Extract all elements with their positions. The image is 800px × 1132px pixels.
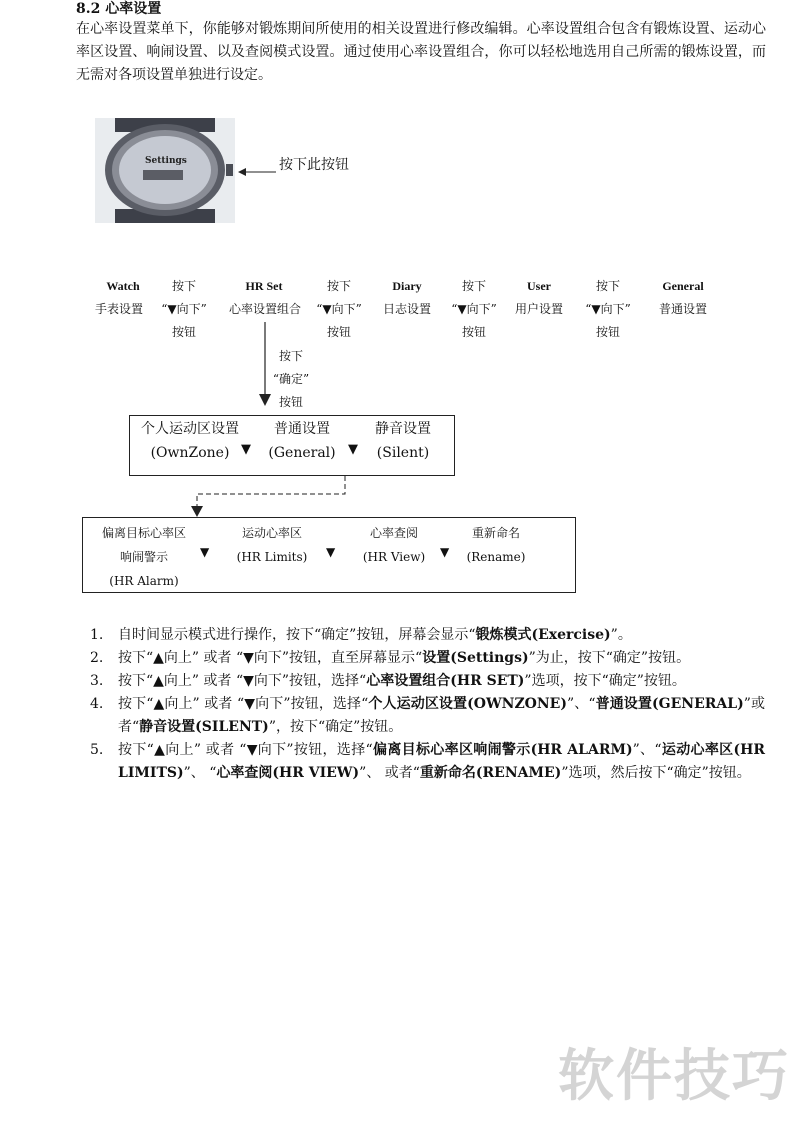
box2-hr-alarm: 偏离目标心率区 响闹警示 (HR Alarm) xyxy=(101,526,186,588)
box2-hr-view: 心率查阅 (HR View) xyxy=(362,526,426,564)
box2-arrow-3: ▼ xyxy=(440,545,450,559)
connector-3: 按下 “▼向下” 按钮 xyxy=(451,279,497,339)
box2-rename: 重新命名 (Rename) xyxy=(466,526,526,564)
step-text: 按下“▲向上” 或者 “▼向下”按钮，选择“偏离目标心率区响闹警示(HR ALARM)”、“运动心率区(HR LIMITS)”、 “心率查阅(HR VIEW)”、 或者“重新命名(RENAME)”选项，然后按下“确定”按钮。 xyxy=(118,742,765,781)
step-text: 按下“▲向上” 或者 “▼向下”按钮，选择“个人运动区设置(OWNZONE)”、“普通设置(GENERAL)”或者“静音设置(SILENT)”，按下“确定”按钮。 xyxy=(118,696,765,735)
box2-arrow-2: ▼ xyxy=(326,545,336,559)
menu-watch-zh: 手表设置 xyxy=(94,302,143,316)
menu-general-en: General xyxy=(662,279,704,293)
box1-arrow-2: ▼ xyxy=(348,442,358,457)
step-item xyxy=(90,670,765,693)
menu-diary-en: Diary xyxy=(392,279,422,293)
section-title: 8.2 心率设置 xyxy=(76,1,162,17)
step-item xyxy=(90,693,765,739)
menu-watch-en: Watch xyxy=(106,279,140,293)
step-item xyxy=(90,624,765,647)
box1-silent: 静音设置 (Silent) xyxy=(375,421,431,461)
step-number: 4. xyxy=(90,696,104,712)
watch-photo xyxy=(95,118,235,223)
box2-hr-limits: 运动心率区 (HR Limits) xyxy=(236,526,308,564)
step-text: 按下“▲向上” 或者 “▼向下”按钮，选择“心率设置组合(HR SET)”选项，按下“确定”按钮。 xyxy=(118,673,686,689)
intro-paragraph: 在心率设置菜单下，你能够对锻炼期间所使用的相关设置进行修改编辑。心率设置组合包含有锻炼设置、运动心率区设置、响闹设置、以及查阅模式设置。通过使用心率设置组合，你可以轻松地选用自己所需的锻炼设置，而无需对各项设置单独进行设定。 xyxy=(76,21,766,83)
watch-display-text: Settings xyxy=(145,156,187,166)
step-number: 3. xyxy=(90,673,104,689)
steps-list xyxy=(90,624,765,785)
step-number: 1. xyxy=(90,627,104,643)
box1-general: 普通设置 (General) xyxy=(268,421,336,461)
ok-connector: 按下 “确定” 按钮 xyxy=(272,349,310,409)
step-number: 5. xyxy=(90,742,104,758)
step-item xyxy=(90,739,765,785)
connector-1: 按下 “▼向下” 按钮 xyxy=(161,279,207,339)
connector-2: 按下 “▼向下” 按钮 xyxy=(316,279,362,339)
pointer-arrow xyxy=(238,166,276,178)
menu-user-zh: 用户设置 xyxy=(514,302,563,316)
watermark: 软件技巧 xyxy=(558,1044,790,1109)
step-text: 按下“▲向上” 或者 “▼向下”按钮，直至屏幕显示“设置(Settings)”为止，按下“确定”按钮。 xyxy=(118,650,691,666)
press-button-label: 按下此按钮 xyxy=(279,157,349,173)
menu-hrset-en: HR Set xyxy=(245,279,283,293)
menu-general-zh: 普通设置 xyxy=(658,302,707,316)
box1-arrow-1: ▼ xyxy=(241,442,251,457)
menu-user-en: User xyxy=(527,279,551,293)
step-text: 自时间显示模式进行操作，按下“确定”按钮，屏幕会显示“锻炼模式(Exercise)”。 xyxy=(118,627,632,643)
box1-ownzone: 个人运动区设置 (OwnZone) xyxy=(141,421,239,461)
step-number: 2. xyxy=(90,650,104,666)
dashed-connector xyxy=(190,474,350,518)
menu-hrset-zh: 心率设置组合 xyxy=(228,302,301,316)
step-item xyxy=(90,647,765,670)
connector-4: 按下 “▼向下” 按钮 xyxy=(585,279,631,339)
menu-diary-zh: 日志设置 xyxy=(382,302,431,316)
box2-arrow-1: ▼ xyxy=(200,545,210,559)
